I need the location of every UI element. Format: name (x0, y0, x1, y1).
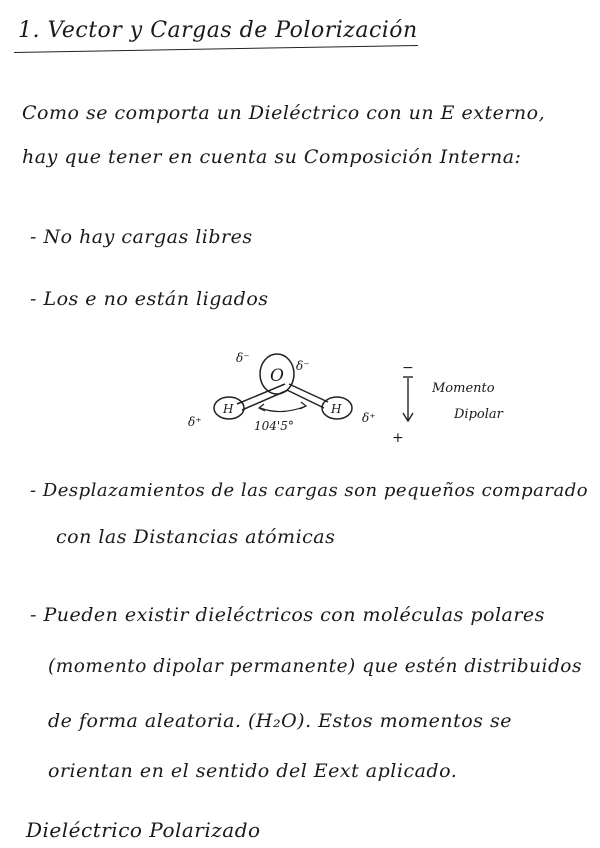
intro-line-1: Como se comporta un Dieléctrico con un E externo, (22, 102, 546, 124)
section-heading-polarized-dielectric: Dieléctrico Polarizado (26, 818, 261, 842)
angle-arrowhead-left (259, 404, 265, 411)
bullet-polar-line-3: de forma aleatoria. (H₂O). Estos momentos se (48, 710, 512, 732)
oxygen-label: O (270, 366, 284, 386)
hydrogen-left-label: H (223, 402, 234, 416)
intro-line-2: hay que tener en cuenta su Composición Interna: (22, 146, 522, 168)
bullet-displacements-line-2: con las Distancias atómicas (56, 526, 336, 548)
angle-label: 104'5° (254, 419, 294, 433)
angle-arc (260, 406, 306, 412)
bullet-polar-line-4: orientan en el sentido del Eext aplicado. (48, 760, 458, 782)
delta-plus-right: δ⁺ (362, 411, 376, 425)
delta-minus-left: δ⁻ (236, 351, 250, 365)
angle-arrowhead-right (300, 402, 306, 409)
bullet-displacements-line-1: - Desplazamientos de las cargas son pequeños comparado (30, 480, 589, 501)
sign-minus: − (402, 360, 414, 376)
title-underline (14, 45, 418, 53)
delta-minus-right: δ⁻ (296, 359, 310, 373)
bullet-polar-line-1: - Pueden existir dieléctricos con moléculas polares (30, 604, 545, 626)
water-molecule-diagram (170, 340, 520, 455)
hydrogen-right-label: H (331, 402, 342, 416)
momento-label: Momento (432, 381, 495, 396)
sign-plus: + (392, 430, 404, 446)
bullet-electrons-bound: - Los e no están ligados (30, 288, 269, 310)
bullet-no-free-charges: - No hay cargas libres (30, 226, 253, 248)
bullet-polar-line-2: (momento dipolar permanente) que estén distribuidos (48, 656, 582, 677)
dipolar-label: Dipolar (454, 407, 503, 422)
delta-plus-left: δ⁺ (188, 415, 202, 429)
page-title: 1. Vector y Cargas de Polorización (18, 18, 418, 43)
